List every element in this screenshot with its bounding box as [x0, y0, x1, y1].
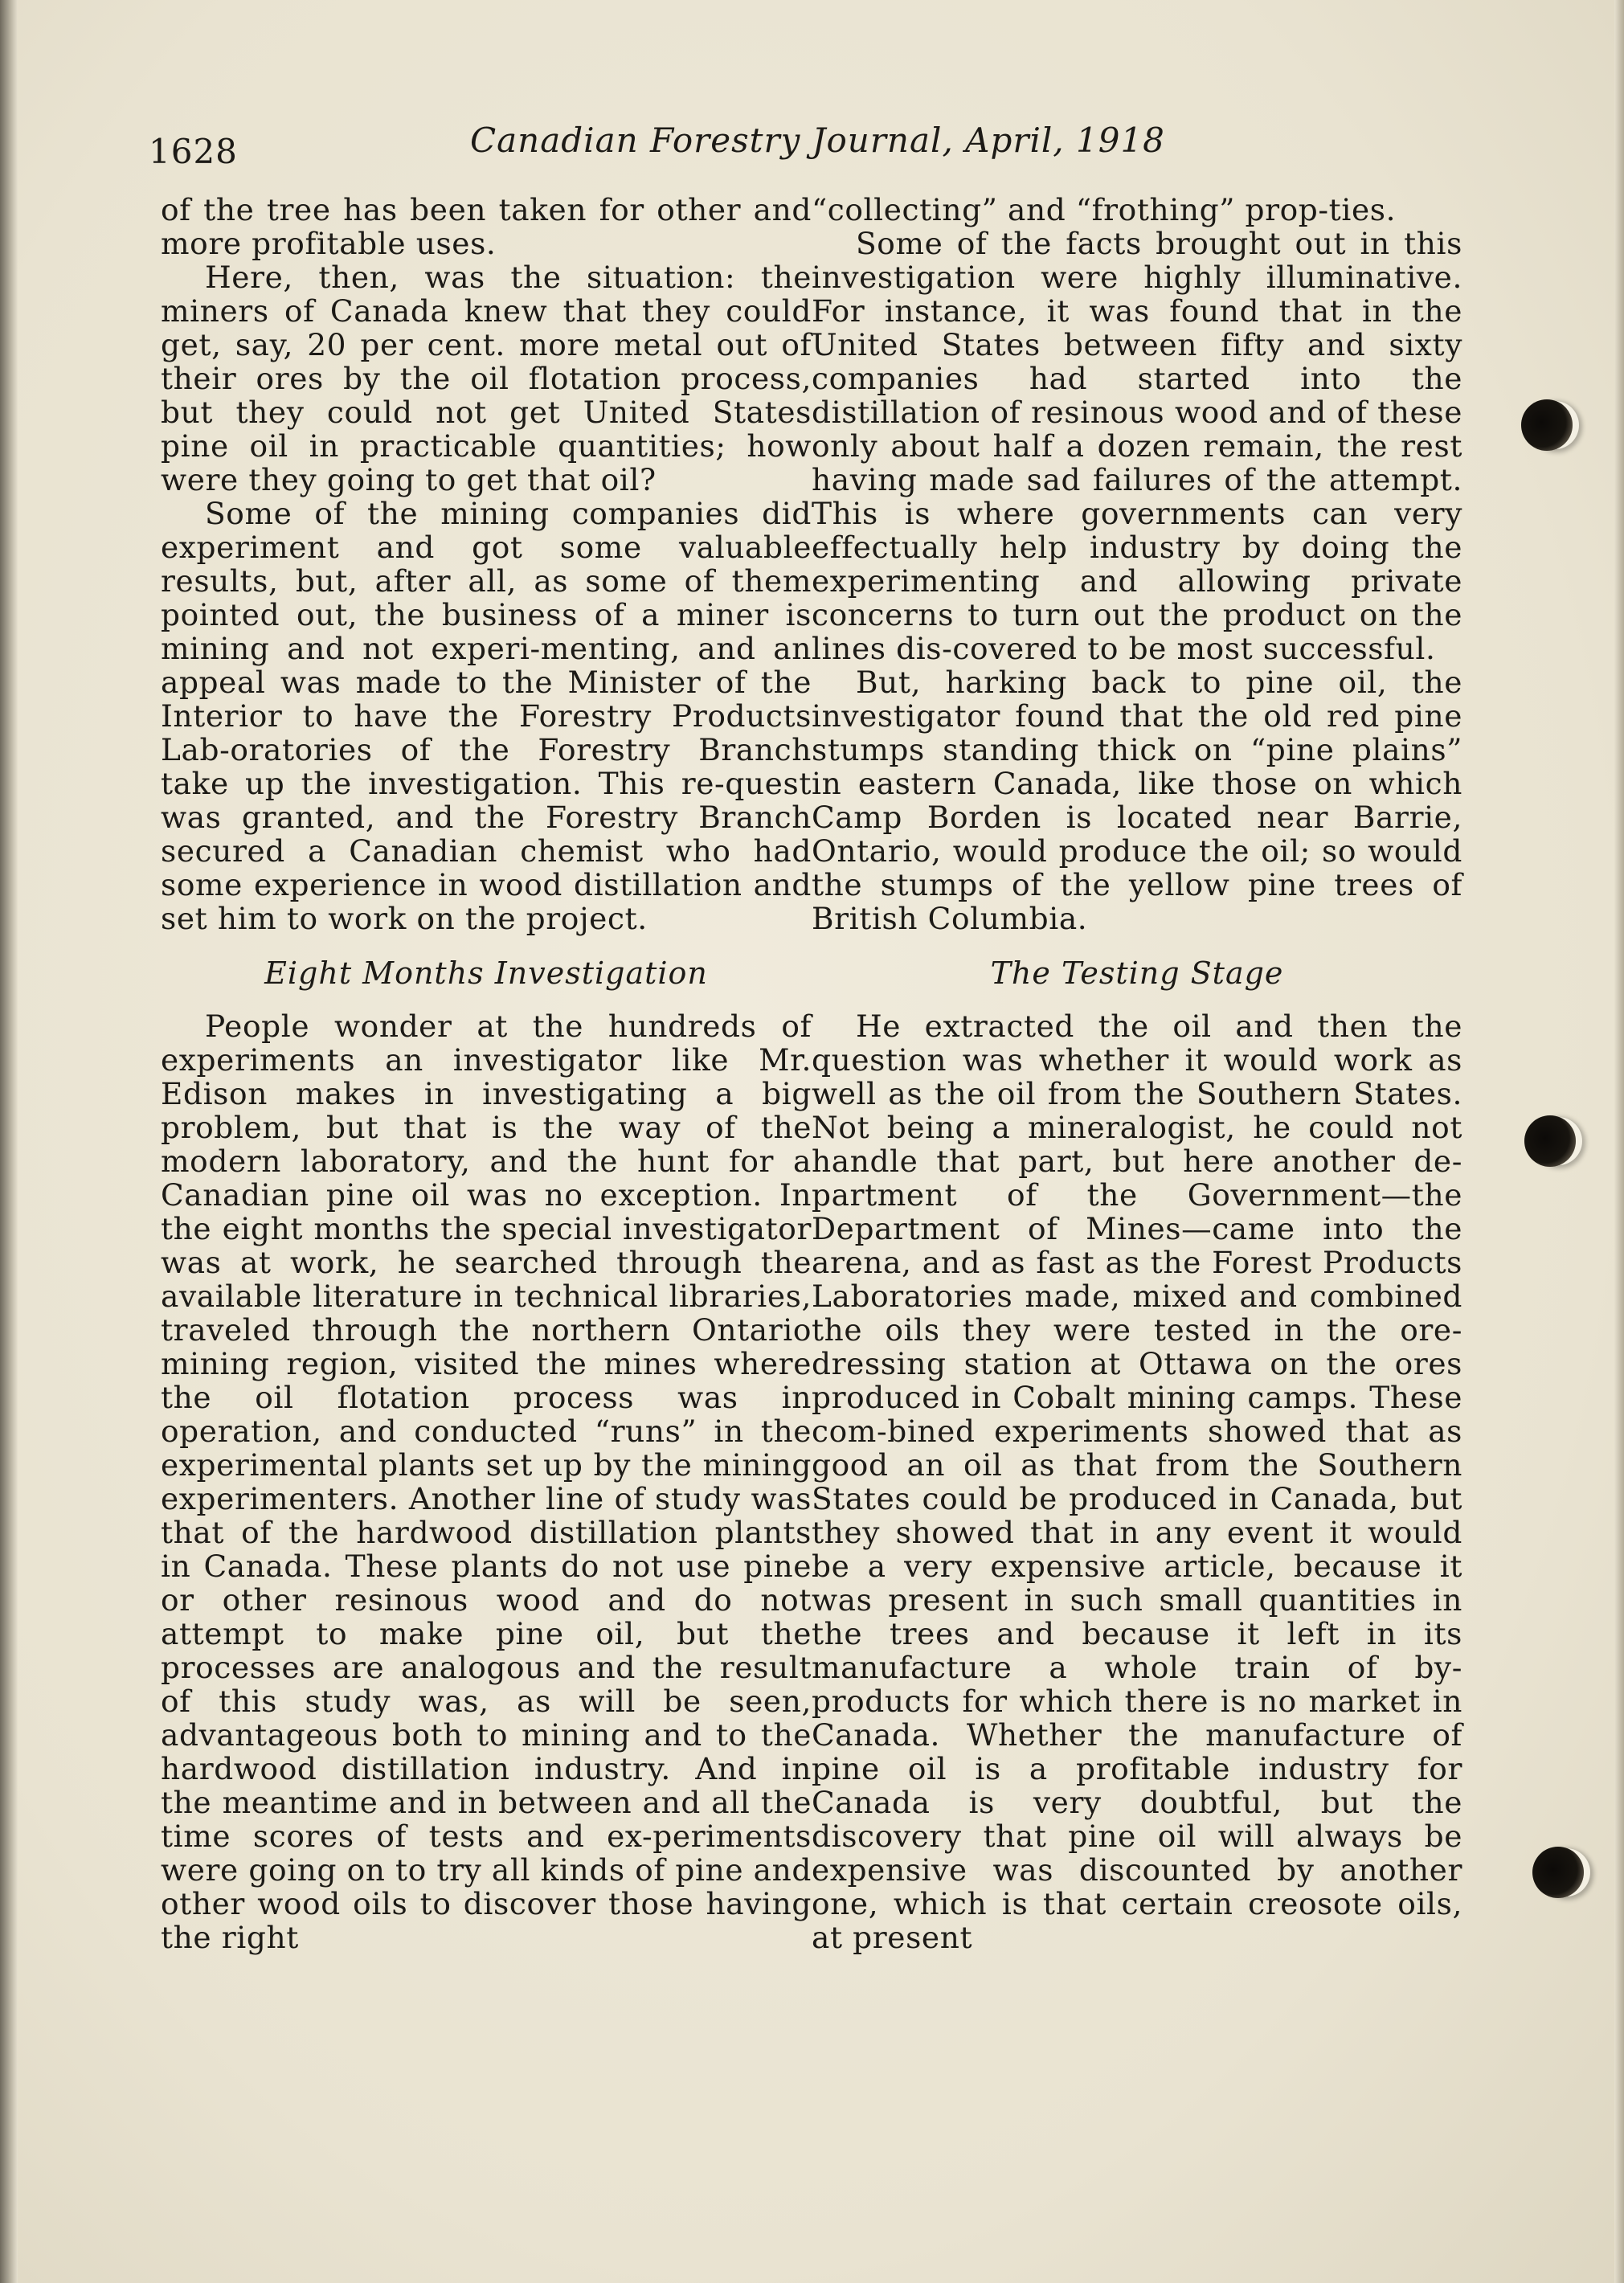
- running-title: Canadian Forestry Journal, April, 1918: [470, 121, 1165, 160]
- paragraph: Here, then, was the situation: the miners of Canada knew that they could get, say, 20 per cent. more metal out of their ores by the oil flotation process, but they could not get United States pine oil in practicable quantities; how were they going to get that oil?: [161, 260, 812, 497]
- paragraph: Some of the facts brought out in this investigation were highly illuminative. For instance, it was found that in the United States between fifty and sixty companies had started into the distillation of resinous wood and of these only about half a dozen remain, the rest having made sad failures of the attempt. This is where governments can very effectually help industry by doing the experimenting and allowing private concerns to turn out the product on the lines dis-covered to be most successful.: [812, 226, 1462, 666]
- section-heading: The Testing Stage: [990, 955, 1284, 991]
- section-heading: Eight Months Investigation: [264, 955, 708, 991]
- right-column: [812, 193, 1462, 1954]
- paragraph: of the tree has been taken for other and more profitable uses.: [161, 192, 812, 261]
- page-number: 1628: [149, 132, 238, 171]
- paragraph: “collecting” and “frothing” prop-ties.: [812, 192, 1397, 227]
- paragraph: But, harking back to pine oil, the investigator found that the old red pine stumps standing thick on “pine plains” in eastern Canada, like those on which Camp Borden is located near Barrie, Ontario, would produce the oil; so would the stumps of the yellow pine trees of British Columbia.: [812, 665, 1462, 936]
- left-column: [161, 193, 812, 1954]
- punch-hole-icon: [1521, 399, 1573, 451]
- paragraph: People wonder at the hundreds of experiments an investigator like Mr. Edison makes in investigating a big problem, but that is the way of the modern laboratory, and the hunt for a Canadian pine oil was no exception. In the eight months the special investigator was at work, he searched through the available literature in technical libraries, traveled through the northern Ontario mining region, visited the mines where the oil flotation process was in operation, and conducted “runs” in the experimental plants set up by the mining experimenters. Another line of study was that of the hardwood distillation plants in Canada. These plants do not use pine or other resinous wood and do not attempt to make pine oil, but the processes are analogous and the result of this study was, as will be seen, advantageous both to mining and to the hardwood distillation industry. And in the meantime and in between and all the time scores of tests and ex-periments were going on to try all kinds of pine and other wood oils to discover those having the right: [161, 1009, 812, 1955]
- page-header: [149, 121, 1483, 177]
- paragraph: Some of the mining companies did experiment and got some valuable results, but, after all, as some of them pointed out, the business of a miner is mining and not experi-menting, and an appeal was made to the Minister of the Interior to have the Forestry Products Lab-oratories of the Forestry Branch take up the investigation. This re-quest was granted, and the Forestry Branch secured a Canadian chemist who had some experience in wood distillation and set him to work on the project.: [161, 496, 812, 936]
- paragraph: He extracted the oil and then the question was whether it would work as well as the oil from the Southern States. Not being a mineralogist, he could not handle that part, but here another de-partment of the Government—the Department of Mines—came into the arena, and as fast as the Forest Products Laboratories made, mixed and combined the oils they were tested in the ore-dressing station at Ottawa on the ores produced in Cobalt mining camps. These com-bined experiments showed that as good an oil as that from the Southern States could be produced in Canada, but they showed that in any event it would be a very expensive article, because it was present in such small quantities in the trees and because it left in its manufacture a whole train of by-products for which there is no market in Canada. Whether the manufacture of pine oil is a profitable industry for Canada is very doubtful, but the discovery that pine oil will always be expensive was discounted by another one, which is that certain creosote oils, at present: [812, 1009, 1462, 1955]
- punch-hole-icon: [1524, 1115, 1576, 1167]
- punch-hole-icon: [1532, 1847, 1584, 1898]
- page-outer-edge: [1614, 0, 1624, 2283]
- page-binding-edge: [0, 0, 18, 2283]
